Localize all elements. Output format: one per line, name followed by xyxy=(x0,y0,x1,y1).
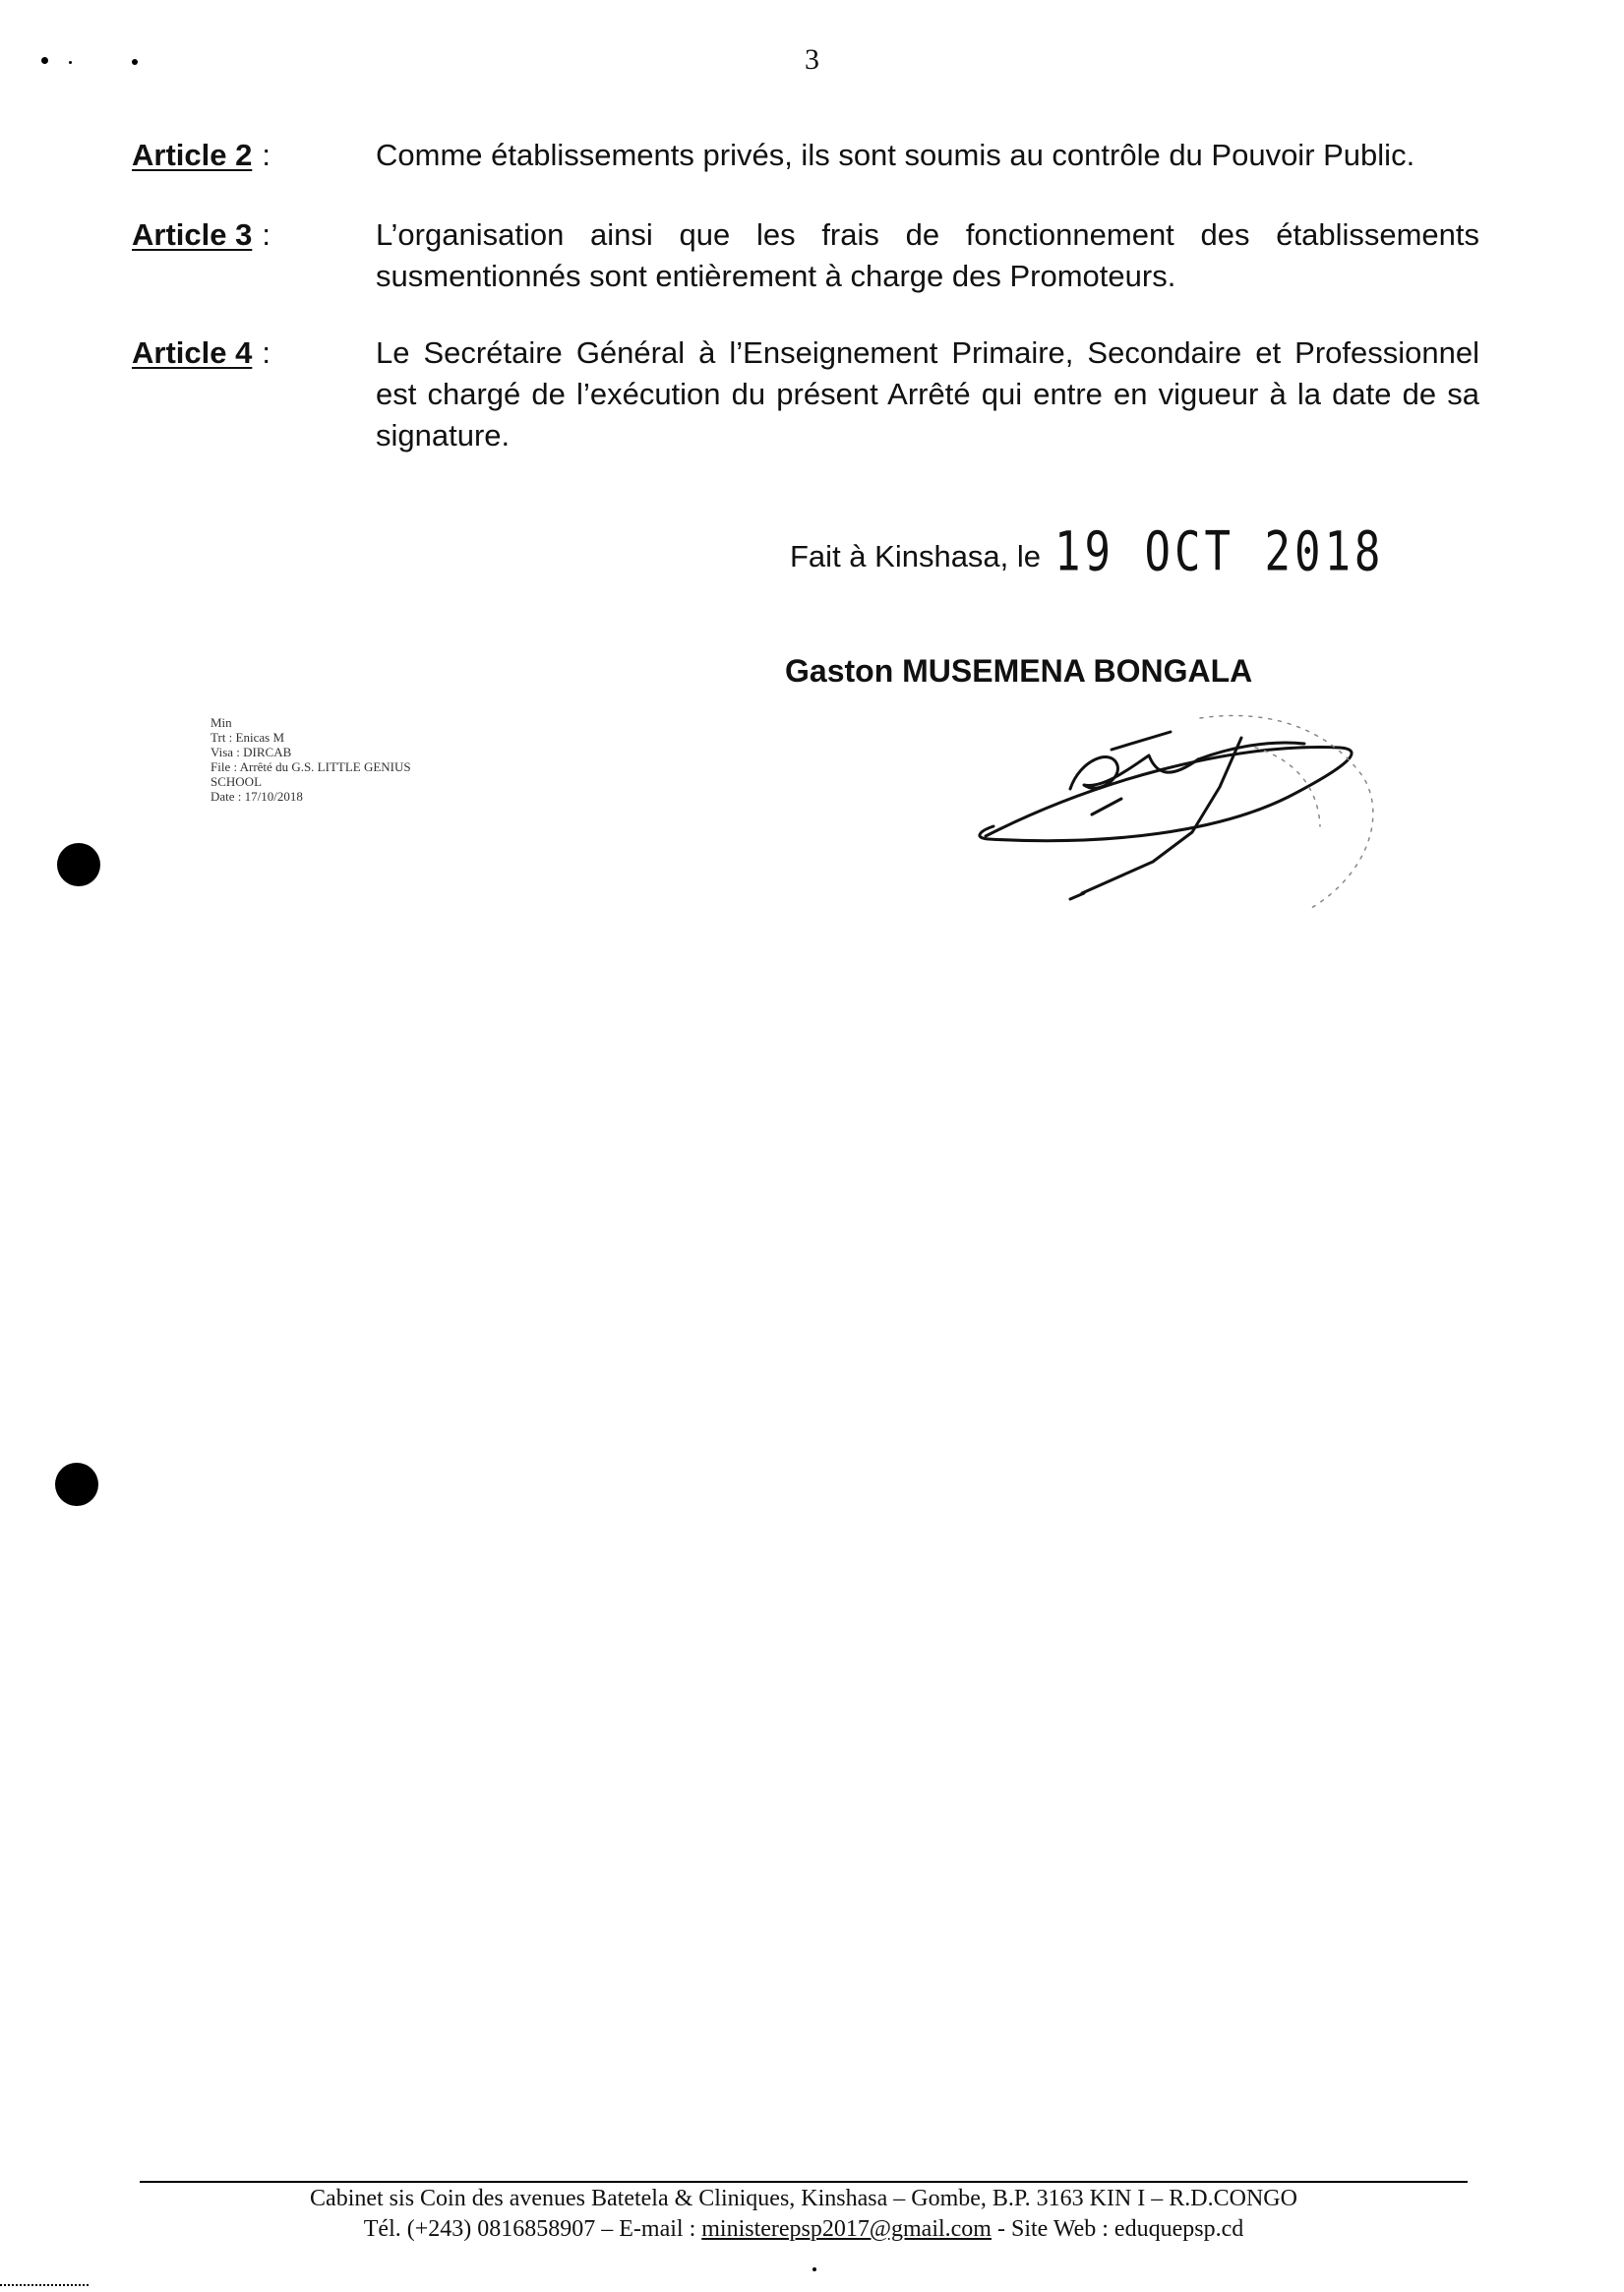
article-4 xyxy=(132,332,1479,456)
article-label-text: Article 2 xyxy=(132,138,253,172)
handwritten-signature xyxy=(974,689,1387,944)
footer-address: Cabinet sis Coin des avenues Batetela & Cliniques, Kinshasa – Gombe, B.P. 3163 KIN I – R.D.CONGO xyxy=(310,2186,1297,2211)
article-text: Comme établissements privés, ils sont soumis au contrôle du Pouvoir Public. xyxy=(376,138,1415,172)
footer-email-link[interactable]: ministerepsp2017@gmail.com xyxy=(701,2216,992,2242)
article-label xyxy=(132,214,376,297)
article-colon: : xyxy=(262,217,271,252)
article-label-text: Article 4 xyxy=(132,335,253,370)
place-date-line xyxy=(790,520,1385,584)
footer-rule xyxy=(140,2181,1468,2183)
reference-line: SCHOOL xyxy=(211,774,263,789)
footer-contact xyxy=(140,2216,1468,2243)
footer-phone: Tél. (+243) 0816858907 – E-mail : xyxy=(363,2216,702,2242)
article-3 xyxy=(132,214,1479,297)
article-label xyxy=(132,332,376,456)
article-colon: : xyxy=(262,335,271,370)
article-colon: : xyxy=(262,138,271,172)
page-number: 3 xyxy=(805,43,819,76)
place-text: Fait à Kinshasa, le xyxy=(790,539,1042,573)
article-label xyxy=(132,135,376,176)
article-label-text: Article 3 xyxy=(132,217,253,252)
reference-line: Visa : DIRCAB xyxy=(211,745,292,759)
article-2 xyxy=(132,135,1479,176)
scan-edge-mark xyxy=(0,2284,89,2286)
reference-line: File : Arrêté du G.S. LITTLE GENIUS xyxy=(211,759,411,774)
footer-website: - Site Web : eduquepsp.cd xyxy=(991,2216,1244,2242)
reference-line: Min xyxy=(211,715,232,730)
article-text: L’organisation ainsi que les frais de fonctionnement des établissements susmentionnés sont entièrement à charge des Promoteurs. xyxy=(376,217,1479,293)
scan-speck xyxy=(812,2267,816,2271)
signatory-name: Gaston MUSEMENA BONGALA xyxy=(785,653,1253,689)
reference-line: Date : 17/10/2018 xyxy=(211,789,303,804)
punch-hole xyxy=(55,1463,98,1506)
article-text: Le Secrétaire Général à l’Enseignement Primaire, Secondaire et Professionnel est chargé de l’exécution du présent Arrêté qui entre en vigueur à la date de sa signature. xyxy=(376,335,1479,452)
reference-block xyxy=(211,715,411,804)
reference-line: Trt : Enicas M xyxy=(211,730,284,745)
date-stamp: 19 OCT 2018 xyxy=(1054,520,1385,584)
punch-hole xyxy=(57,843,100,886)
